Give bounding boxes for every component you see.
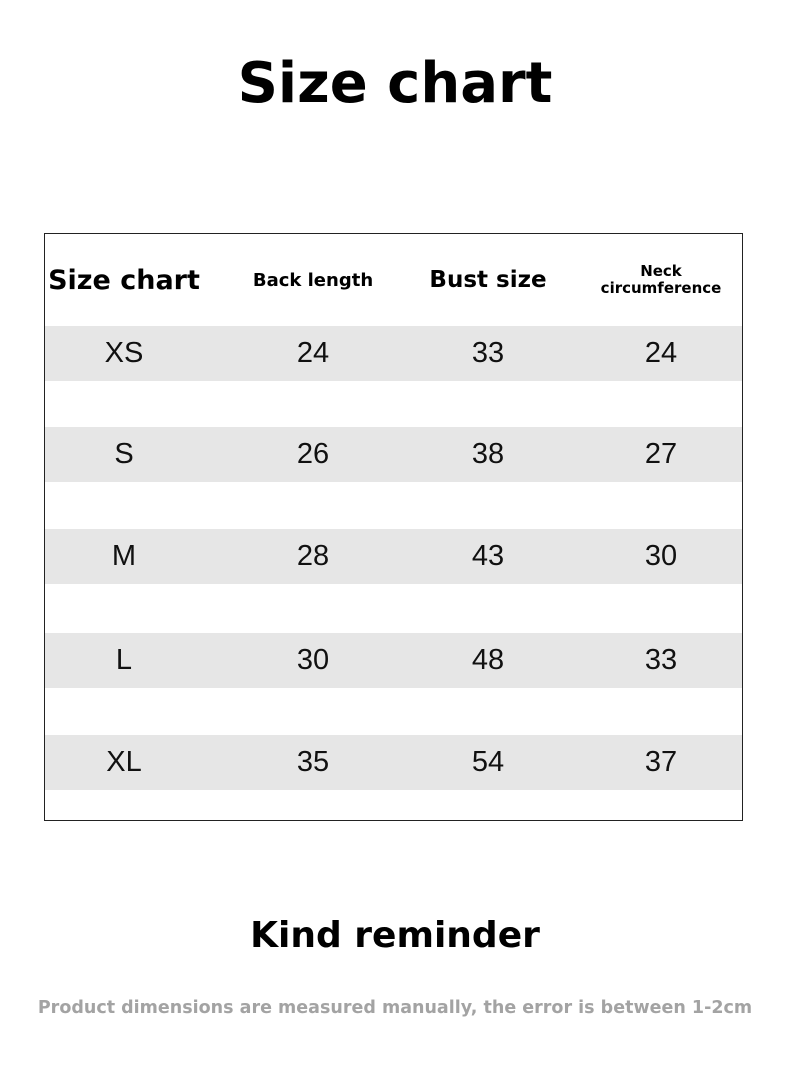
cell-neck: 24 (644, 337, 678, 369)
header-neck-line1: Neck (640, 262, 682, 280)
size-table (44, 233, 743, 821)
cell-back-length: 28 (296, 540, 330, 572)
cell-bust-size: 33 (471, 337, 505, 369)
cell-bust-size: 43 (471, 540, 505, 572)
cell-size: XS (104, 337, 144, 369)
table-row (45, 427, 742, 482)
header-bust-size: Bust size (429, 267, 547, 293)
cell-bust-size: 54 (471, 746, 505, 778)
cell-size: M (111, 540, 137, 572)
header-size: Size chart (48, 264, 200, 296)
cell-back-length: 30 (296, 644, 330, 676)
table-row (45, 735, 742, 790)
reminder-title: Kind reminder (250, 915, 540, 956)
header-neck-circumference (575, 234, 747, 326)
header-neck-line2: circumference (600, 279, 722, 297)
cell-back-length: 35 (296, 746, 330, 778)
cell-neck: 37 (644, 746, 678, 778)
page-title: Size chart (237, 51, 553, 116)
cell-back-length: 26 (296, 438, 330, 470)
cell-neck: 30 (644, 540, 678, 572)
table-header-row (45, 234, 742, 326)
cell-back-length: 24 (296, 337, 330, 369)
cell-neck: 27 (644, 438, 678, 470)
reminder-text: Product dimensions are measured manually, the error is between 1-2cm (37, 998, 753, 1018)
cell-bust-size: 38 (471, 438, 505, 470)
cell-size: S (114, 438, 134, 470)
table-row (45, 326, 742, 381)
table-row (45, 633, 742, 688)
cell-size: XL (106, 746, 142, 778)
cell-bust-size: 48 (471, 644, 505, 676)
cell-neck: 33 (644, 644, 678, 676)
header-back-length: Back length (252, 269, 374, 291)
table-row (45, 529, 742, 584)
cell-size: L (115, 644, 133, 676)
